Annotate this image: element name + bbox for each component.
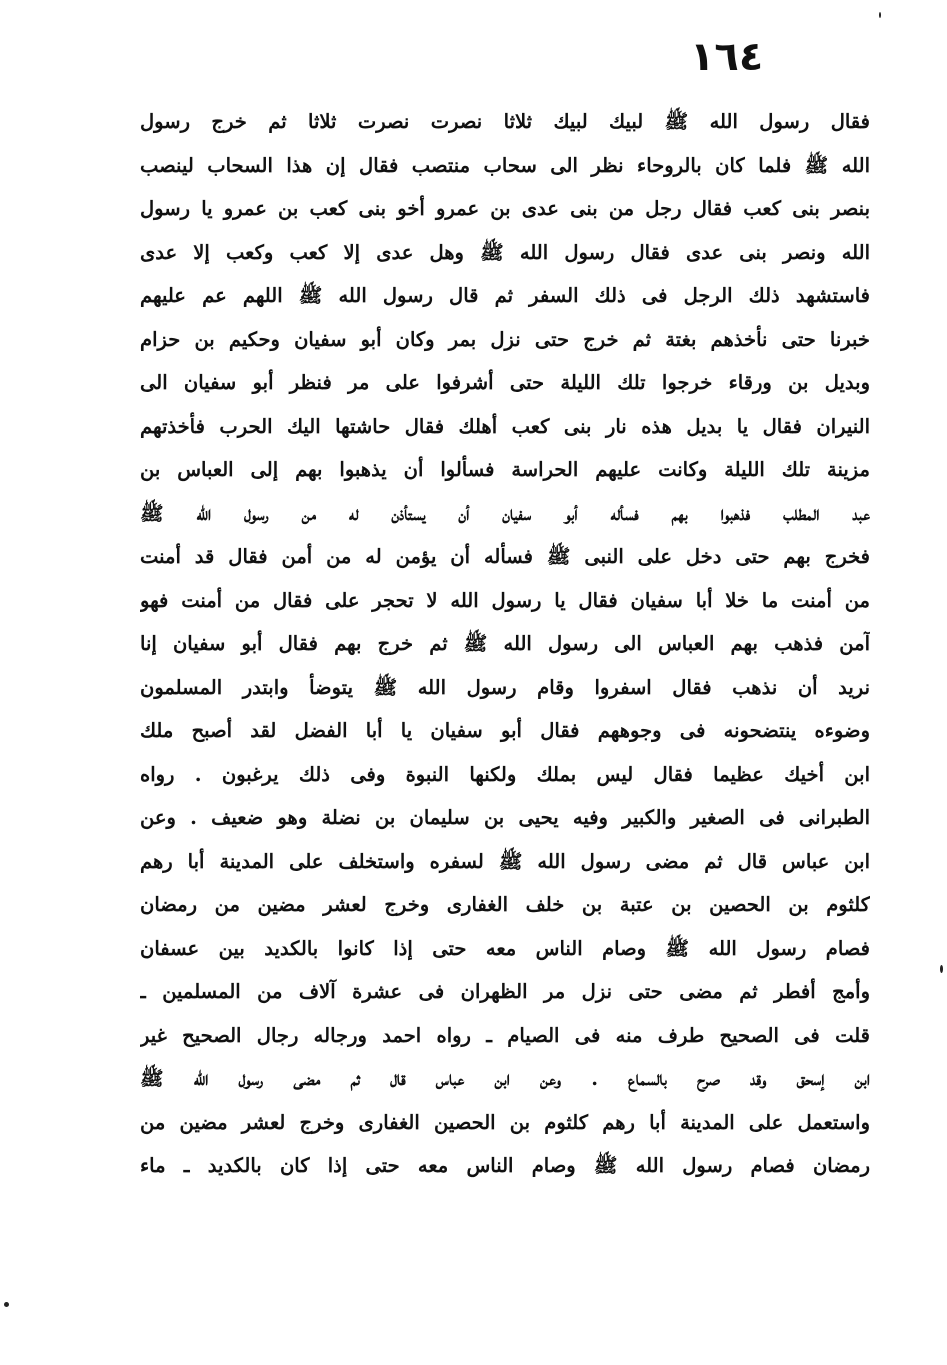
text-line: ابن عباس قال ثم مضى رسول الله ﷺ لسفره واستخلف على المدينة أبا رهم	[140, 849, 870, 873]
page-number: ١٦٤	[690, 34, 764, 80]
text-line: فاستشهد ذلك الرجل فى ذلك السفر ثم قال رسول الله ﷺ اللهم عم عليهم	[140, 284, 870, 307]
text-line: مزينة تلك الليلة وكانت عليهم الحراسة فسألوا أن يذهبوا بهم إلى العباس بن	[140, 458, 870, 481]
text-line: فخرج بهم حتى دخل على النبى ﷺ فسأله أن يؤمن له من أمن فقال قد أمنت	[140, 545, 870, 568]
text-line: عبد المطلب فذهبوا بهم فسأله أبو سفيان أن يستأذن له من رسول الله ﷺ	[140, 501, 870, 525]
text-line: واستعمل على المدينة أبا رهم كلثوم بن الحصين الغفارى وخرج لعشر مضين من	[140, 1110, 870, 1134]
text-line: نريد أن نذهب فقال اسفروا وقام رسول الله ﷺ يتوضأ وابتدر المسلمون	[140, 675, 870, 699]
text-line: النيران فقال يا بديل هذه نار بنى كعب أهلك فقال حاشتها اليك الحرب فأخذتهم	[140, 414, 870, 438]
text-line: وبديل بن ورقاء خرجوا تلك الليلة حتى أشرفوا على مر فنظر أبو سفيان الى	[140, 371, 870, 394]
text-line: آمن فذهب بهم العباس الى رسول الله ﷺ ثم خرج بهم فقال أبو سفيان إنا	[140, 632, 870, 655]
text-line: الله ﷺ فلما كان بالروحاء نظر الى سحاب منتصب فقال إن هذا السحاب لينصب	[140, 153, 870, 177]
text-line: فصام رسول الله ﷺ وصام الناس معه حتى إذا كانوا بالكديد بين عسفان	[140, 936, 870, 960]
text-line: خبرنا حتى نأخذهم بغتة ثم خرج حتى نزل بمر وكان أبو سفيان وحكيم بن حزام	[140, 327, 870, 351]
scan-speck	[879, 12, 881, 18]
scan-speck	[4, 1302, 9, 1307]
body-text	[140, 100, 870, 1188]
text-line: من أمنت ما خلا أبا سفيان فقال يا رسول الله لا تحجر على فقال من أمنت فهو	[140, 588, 870, 612]
text-line: وضوءه ينتضحونه فى وجوههم فقال أبو سفيان يا أبا الفضل لقد أصبح ملك	[140, 719, 870, 742]
text-line: الله ونصر بنى عدى فقال رسول الله ﷺ وهل عدى إلا كعب وكعب إلا عدى	[140, 240, 870, 264]
text-line: كلثوم بن الحصين بن عتبة بن خلف الغفارى وخرج لعشر مضين من رمضان	[140, 893, 870, 916]
text-line: ابن إسحق وقد صرح بالسماع . وعن ابن عباس قال ثم مضى رسول الله ﷺ	[140, 1067, 870, 1090]
text-line: فقال رسول الله ﷺ لبيك لبيك ثلاثا نصرت نصرت ثلاثا ثم خرج رسول	[140, 110, 870, 133]
text-line: رمضان فصام رسول الله ﷺ وصام الناس معه حتى إذا كان بالكديد ـ ماء	[140, 1154, 870, 1177]
scan-speck	[940, 965, 943, 973]
text-line: الطبرانى فى الصغير والكبير وفيه يحيى بن سليمان بن نضلة وهو ضعيف . وعن	[140, 806, 870, 829]
text-line: قلت فى الصحيح طرف منه فى الصيام ـ رواه احمد ورجاله رجال الصحيح غير	[140, 1023, 870, 1047]
text-line: ابن أخيك عظيما فقال ليس بملك ولكنها النبوة وفى ذلك يرغبون . رواه	[140, 762, 870, 786]
text-line: وأمج أفطر ثم مضى حتى نزل مر الظهران فى عشرة آلاف من المسلمين ـ	[140, 980, 870, 1003]
text-line: بنصر بنى كعب فقال رجل من بنى عدى بن عمرو أخو بنى كعب بن عمرو يا رسول	[140, 197, 870, 220]
